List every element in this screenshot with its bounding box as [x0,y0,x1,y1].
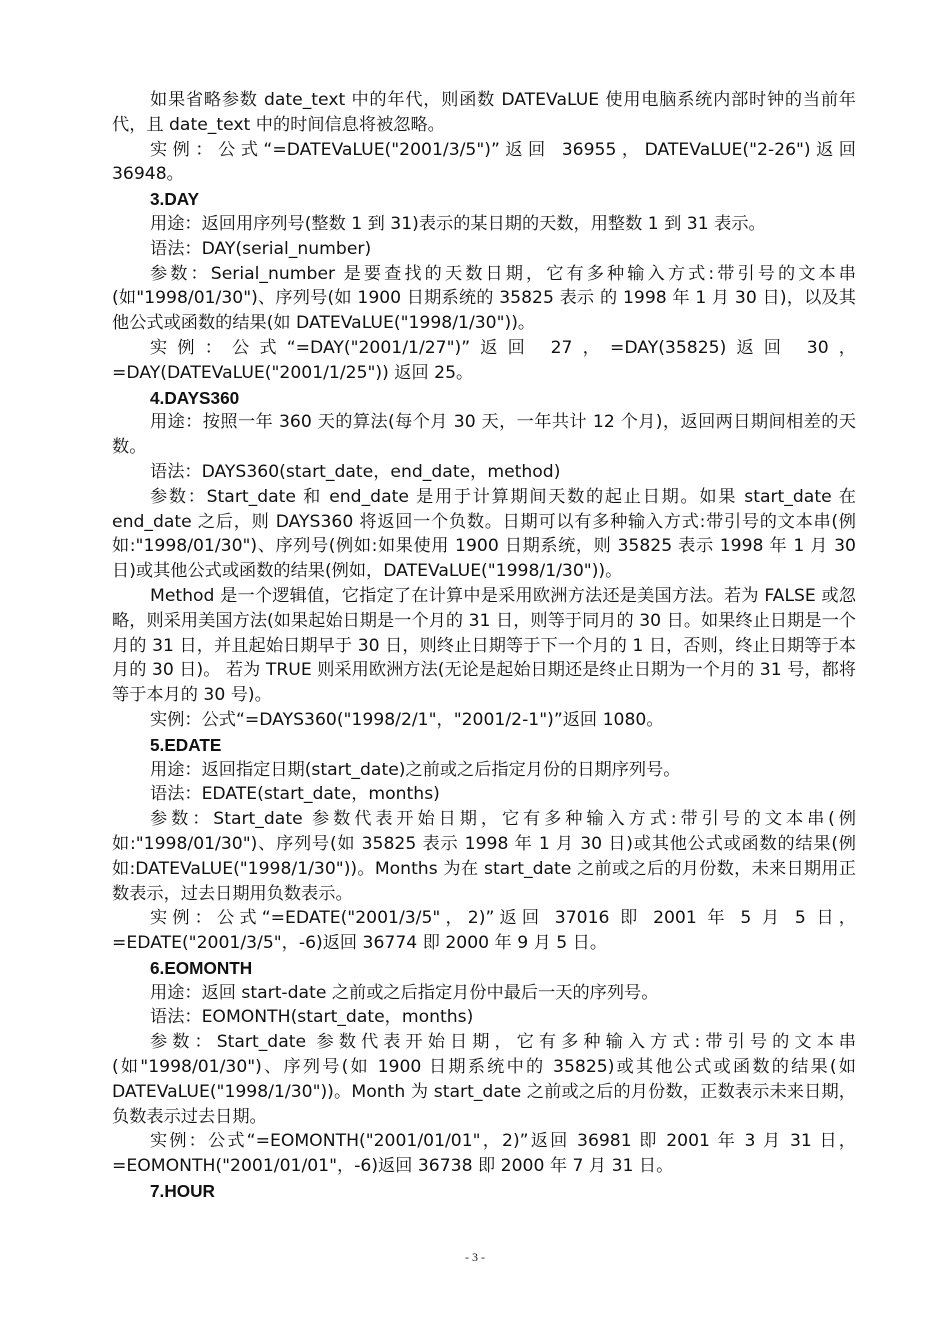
paragraph: 参数：Start_date 参数代表开始日期，它有多种输入方式:带引号的文本串(例如:"1998/01/30")、序列号(如 35825 表示 1998 年 1 月 30 日)或其他公式或函数的结果(例如:DATEVaLUE("1998/1/30"))。Months 为在 start_date 之前或之后的月份数，未来日期用正数表示，过去日期用负数表示。 [112,809,856,904]
paragraph: 实例：公式“=EOMONTH("2001/01/01"，2)”返回 36981 即 2001 年 3 月 31 日，=EOMONTH("2001/01/01"，-6)返回 36738 即 2000 年 7 月 31 日。 [112,1131,856,1177]
paragraph: 语法：DAYS360(start_date，end_date，method) [150,461,561,482]
paragraph: 用途：返回 start-date 之前或之后指定月份中最后一天的序列号。 [150,982,659,1003]
section-heading: 7.HOUR [150,1181,215,1202]
paragraph: 实例：公式“=DATEVaLUE("2001/3/5")”返回 36955，DATEVaLUE("2-26")返回 36948。 [112,139,856,185]
paragraph: 语法：DAY(serial_number) [150,238,372,259]
section-heading: 3.DAY [150,189,200,210]
paragraph: 用途：返回用序列号(整数 1 到 31)表示的某日期的天数，用整数 1 到 31 表示。 [150,213,766,234]
page-number: - 3 - [465,1250,485,1264]
paragraph: 参数：Serial_number 是要查找的天数日期，它有多种输入方式:带引号的文本串(如"1998/01/30")、序列号(如 1900 日期系统的 35825 表示 的 1998 年 1 月 30 日)，以及其他公式或函数的结果(如 DATEVaLUE("1998/1/30"))。 [112,263,856,334]
paragraph: 参数：Start_date 参数代表开始日期，它有多种输入方式:带引号的文本串(如"1998/01/30")、序列号(如 1900 日期系统中的 35825)或其他公式或函数的结果(如 DATEVaLUE("1998/1/30"))。Month 为 start_date 之前或之后的月份数，正数表示未来日期，负数表示过去日期。 [112,1032,856,1127]
paragraph: Method 是一个逻辑值，它指定了在计算中是采用欧洲方法还是美国方法。若为 FALSE 或忽略，则采用美国方法(如果起始日期是一个月的 31 日，则等于同月的 30 日。如果终止日期是一个月的 31 日，并且起始日期早于 30 日，则终止日期等于下一个月的 1 日，否则，终止日期等于本月的 30 日)。 若为 TRUE 则采用欧洲方法(无论是起始日期还是终止日期为一个月的 31 号，都将等于本月的 30 号)。 [112,585,856,706]
section-heading: 6.EOMONTH [150,957,253,978]
paragraph: 如果省略参数 date_text 中的年代，则函数 DATEVaLUE 使用电脑系统内部时钟的当前年代，且 date_text 中的时间信息将被忽略。 [112,90,856,135]
paragraph: 语法：EOMONTH(start_date，months) [150,1007,474,1028]
paragraph: 用途：按照一年 360 天的算法(每个月 30 天，一年共计 12 个月)，返回两日期间相差的天数。 [112,412,856,458]
document-body [112,88,856,1204]
paragraph: 实例：公式“=DAYS360("1998/2/1"，"2001/2-1")”返回 1080。 [150,709,664,730]
paragraph: 实例：公式“=DAY("2001/1/27")”返回 27，=DAY(35825)返回 30，=DAY(DATEVaLUE("2001/1/25")) 返回 25。 [112,337,856,383]
paragraph: 用途：返回指定日期(start_date)之前或之后指定月份的日期序列号。 [150,759,681,780]
paragraph: 参数：Start_date 和 end_date 是用于计算期间天数的起止日期。如果 start_date 在 end_date 之后，则 DAYS360 将返回一个负数。日期可以有多种输入方式:带引号的文本串(例如:"1998/01/30")、序列号(例如:如果使用 1900 日期系统，则 35825 表示 1998 年 1 月 30 日)或其他公式或函数的结果(例如，DATEVaLUE("1998/1/30"))。 [112,486,856,582]
section-heading: 5.EDATE [150,734,222,755]
paragraph: 语法：EDATE(start_date，months) [150,784,440,805]
section-heading: 4.DAYS360 [150,387,240,408]
paragraph: 实例：公式“=EDATE("2001/3/5"，2)”返回 37016 即 2001 年 5 月 5 日，=EDATE("2001/3/5"，-6)返回 36774 即 2000 年 9 月 5 日。 [112,908,856,954]
